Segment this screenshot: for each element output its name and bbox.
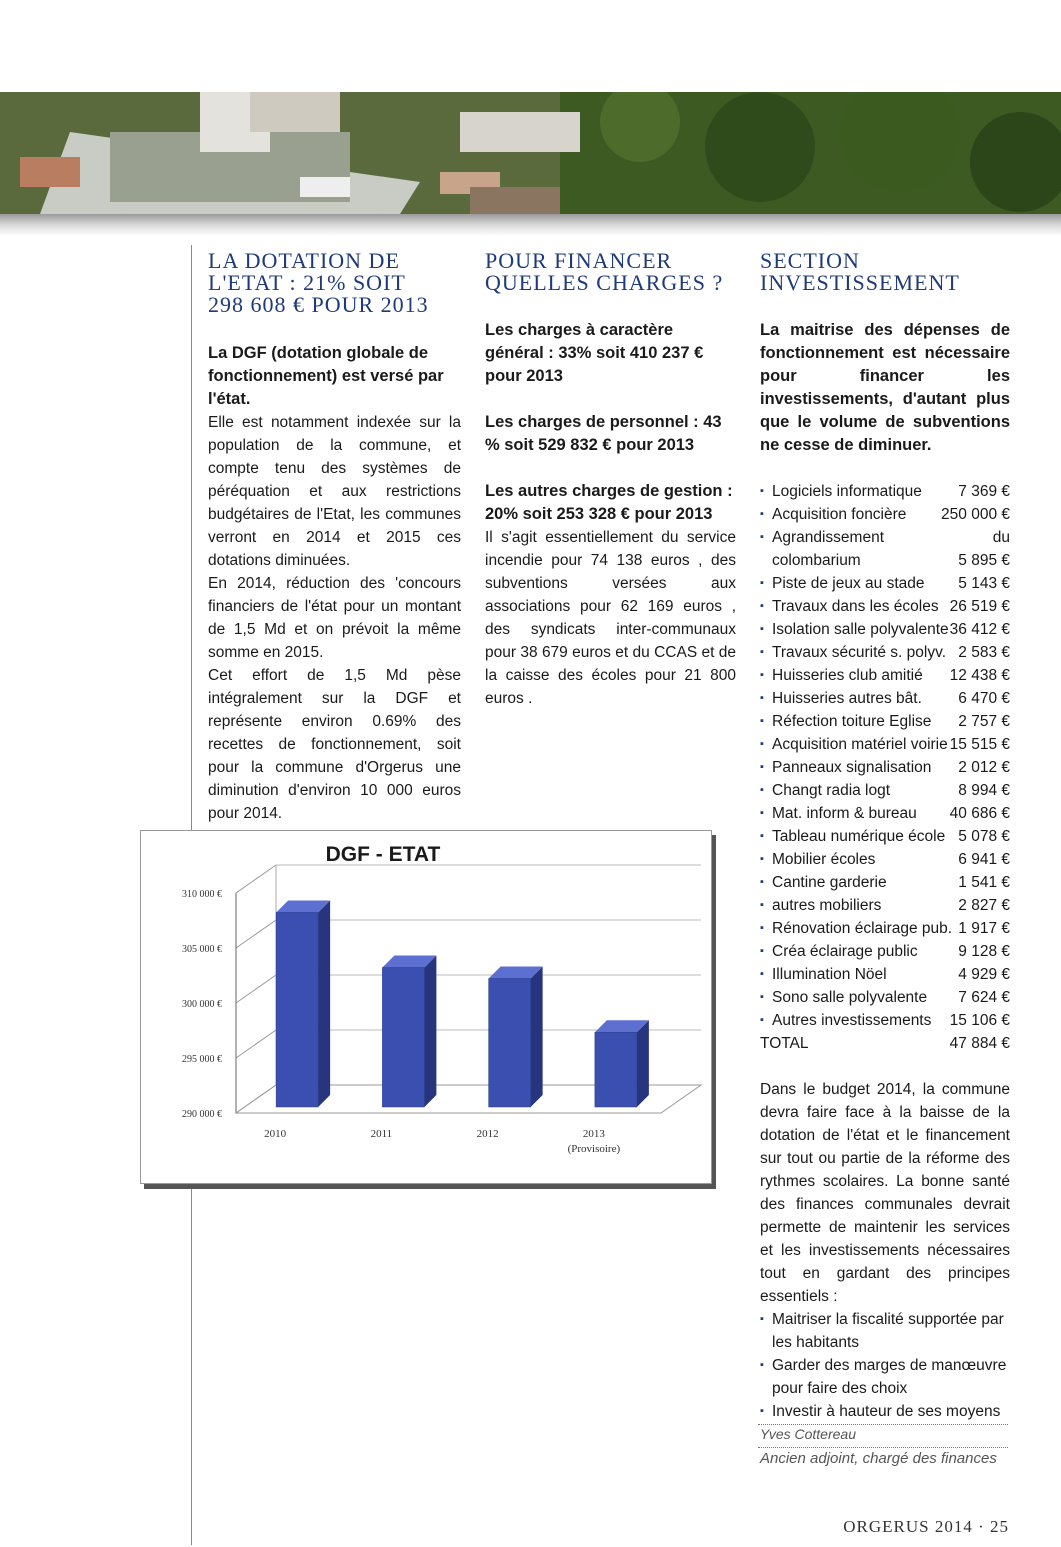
investment-amount: 1 917 € [958,920,1010,937]
bar-side [531,967,543,1108]
investment-row [760,1032,1010,1055]
investment-amount: 15 515 € [949,736,1010,753]
investment-label: ▪ Isolation salle polyvalente [760,618,949,641]
investment-row [760,940,1010,963]
investment-amount: 7 369 € [958,483,1010,500]
investment-amount: 5 078 € [958,828,1010,845]
x-tick-label: 2010 [264,1128,287,1140]
dgf-paragraph: Cet effort de 1,5 Md pèse intégralement sur la DGF et représente environ 0.69% des recettes de fonctionnement, soit pour la commune d'Orgerus une diminution d'environ 10 000 euros pour 2014. [208,667,461,822]
investment-row [760,917,1010,940]
investment-amount: 250 000 € [941,506,1010,523]
investment-row [760,618,1010,641]
signature-divider [758,1447,1008,1448]
heading-line: QUELLES CHARGES ? [485,270,724,295]
investment-label: ▪ Réfection toiture Eglise [760,710,931,733]
investment-label: ▪ Acquisition foncière [760,503,906,526]
investment-row [760,733,1010,756]
chart-title: DGF - ETAT [325,843,441,866]
dgf-lead: La DGF (dotation globale de fonctionnement) est versé par l'état. [208,344,444,408]
investment-label: ▪ Rénovation éclairage pub. [760,917,952,940]
investment-amount: 2 827 € [958,897,1010,914]
investment-list [760,480,1010,1055]
bar [595,1032,637,1107]
investment-row [760,825,1010,848]
investment-label: ▪ Cantine garderie [760,871,887,894]
investment-row [760,710,1010,733]
charges-personnel: Les charges de personnel : 43 % soit 529 832 € pour 2013 [485,413,722,454]
investissement-heading [760,250,1010,294]
investment-label: ▪ Créa éclairage public [760,940,918,963]
dgf-paragraph: En 2014, réduction des 'concours financiers de l'état pour un montant de 1,5 Md et on prévoit la même somme en 2015. [208,575,461,661]
charges-column [485,250,736,710]
bar [489,979,531,1108]
bar [382,968,424,1108]
investment-label: ▪ Panneaux signalisation [760,756,931,779]
charges-autres: Les autres charges de gestion : 20% soit 253 328 € pour 2013 [485,482,733,523]
investment-row [760,687,1010,710]
heading-line: INVESTISSEMENT [760,270,960,295]
y-tick-label: 290 000 € [182,1109,222,1120]
signature-divider [758,1424,1008,1425]
investment-amount: 40 686 € [949,805,1010,822]
bar [276,913,318,1108]
investment-amount: du [992,529,1010,546]
investment-label: ▪ Changt radia logt [760,779,890,802]
bar-side [637,1020,649,1107]
author-name: Yves Cottereau [760,1426,856,1442]
investment-row [760,549,1010,572]
dotation-column [208,250,461,825]
investment-row [760,756,1010,779]
grid-line [236,975,276,1003]
investment-amount: 1 541 € [958,874,1010,891]
investment-label: ▪ Piste de jeux au stade [760,572,925,595]
banner-shadow [0,214,1061,236]
investment-row [760,779,1010,802]
investment-amount: 26 519 € [949,598,1010,615]
y-tick-label: 300 000 € [182,999,222,1010]
investment-label: ▪ Agrandissement [760,526,884,549]
investment-row [760,480,1010,503]
investment-row [760,1009,1010,1032]
investment-label: colombarium [772,552,861,569]
aerial-photo-illustration [0,92,1061,214]
dgf-paragraph: Elle est notamment indexée sur la population de la commune, et compte tenu des systèmes de péréquation et aux restrictions budgétaires de l'Etat, les communes verront en 2014 et 2015 ces dotations diminuées. [208,414,461,569]
heading-line: LA DOTATION DE [208,248,400,273]
investment-label: ▪ Mobilier écoles [760,848,875,871]
bar-side [424,956,436,1108]
grid-line [236,1030,276,1058]
investment-label: TOTAL [760,1035,809,1052]
investissement-lead: La maitrise des dépenses de fonctionnement est nécessaire pour financer les investissements, d'autant plus que le volume de subventions ne cesse de diminuer. [760,321,1010,454]
heading-line: POUR FINANCER [485,248,673,273]
investment-amount: 4 929 € [958,966,1010,983]
x-tick-label: 2012 [476,1128,499,1140]
investment-amount: 7 624 € [958,989,1010,1006]
investment-label: ▪ Huisseries club amitié [760,664,923,687]
charges-autres-text: Il s'agit essentiellement du service incendie pour 74 138 euros , des subventions versées aux associations pour 62 169 euros , des syndicats inter-communaux pour 38 679 euros et du CCAS et de la caisse des écoles pour 21 800 euros . [485,529,736,707]
investment-row [760,572,1010,595]
list-item: ▪ Maitriser la fiscalité supportée par les habitants [760,1308,1010,1354]
y-tick-label: 310 000 € [182,889,222,900]
x-tick-note: (Provisoire) [567,1143,621,1155]
page-footer: ORGERUS 2014 · 25 [843,1517,1009,1536]
dgf-chart-svg [141,831,711,1183]
author-role: Ancien adjoint, chargé des finances [760,1450,997,1467]
investment-row [760,986,1010,1009]
aerial-photo-banner [0,92,1061,214]
investment-amount: 2 012 € [958,759,1010,776]
y-tick-label: 305 000 € [182,944,222,955]
investment-amount: 6 470 € [958,690,1010,707]
investment-row [760,641,1010,664]
x-tick-label: 2013 [582,1128,605,1140]
heading-line: SECTION [760,248,860,273]
dotation-heading [208,250,461,316]
investment-amount: 9 128 € [958,943,1010,960]
investment-label: ▪ autres mobiliers [760,894,881,917]
investment-label: ▪ Tableau numérique école [760,825,945,848]
investment-row [760,503,1010,526]
charges-heading [485,250,736,294]
investment-amount: 5 143 € [958,575,1010,592]
investment-label: ▪ Huisseries autres bât. [760,687,922,710]
investment-amount: 15 106 € [949,1012,1010,1029]
investment-amount: 5 895 € [958,552,1010,569]
investment-row [760,894,1010,917]
list-item: ▪ Investir à hauteur de ses moyens [760,1400,1010,1423]
investment-label: ▪ Logiciels informatique [760,480,922,503]
investment-row [760,963,1010,986]
investment-row [760,802,1010,825]
dgf-chart [140,830,712,1184]
investment-row [760,526,1010,549]
heading-line: L'ETAT : 21% SOIT [208,270,406,295]
investment-label: ▪ Mat. inform & bureau [760,802,917,825]
investment-amount: 2 583 € [958,644,1010,661]
list-item: ▪ Garder des marges de manœuvre pour faire des choix [760,1354,1010,1400]
investment-label: ▪ Autres investissements [760,1009,931,1032]
charges-general: Les charges à caractère général : 33% soit 410 237 € pour 2013 [485,321,704,385]
heading-line: 298 608 € POUR 2013 [208,292,429,317]
grid-line [236,865,276,893]
investment-label: ▪ Illumination Nöel [760,963,887,986]
investment-amount: 6 941 € [958,851,1010,868]
investment-label: ▪ Travaux dans les écoles [760,595,939,618]
investment-row [760,595,1010,618]
y-tick-label: 295 000 € [182,1054,222,1065]
investment-row [760,848,1010,871]
investment-label: ▪ Travaux sécurité s. polyv. [760,641,946,664]
investment-label: ▪ Sono salle polyvalente [760,986,927,1009]
investment-label: ▪ Acquisition matériel voirie [760,733,948,756]
budget-closing-text: Dans le budget 2014, la commune devra faire face à la baisse de la dotation de l'état et le financement sur tout ou partie de la réforme des rythmes scolaires. La bonne santé des finances communales devrait permette de maintenir les services et les investissements nécessaires tout en gardant des principes essentiels : [760,1081,1010,1305]
investment-amount: 36 412 € [949,621,1010,638]
investment-row [760,664,1010,687]
investment-amount: 2 757 € [958,713,1010,730]
grid-line [236,920,276,948]
investment-amount: 12 438 € [949,667,1010,684]
bar-side [318,901,330,1108]
x-tick-label: 2011 [370,1128,393,1140]
principles-list [760,1308,1010,1423]
investment-amount: 8 994 € [958,782,1010,799]
investment-row [760,871,1010,894]
investment-amount: 47 884 € [949,1035,1010,1052]
investissement-column [760,250,1010,1423]
